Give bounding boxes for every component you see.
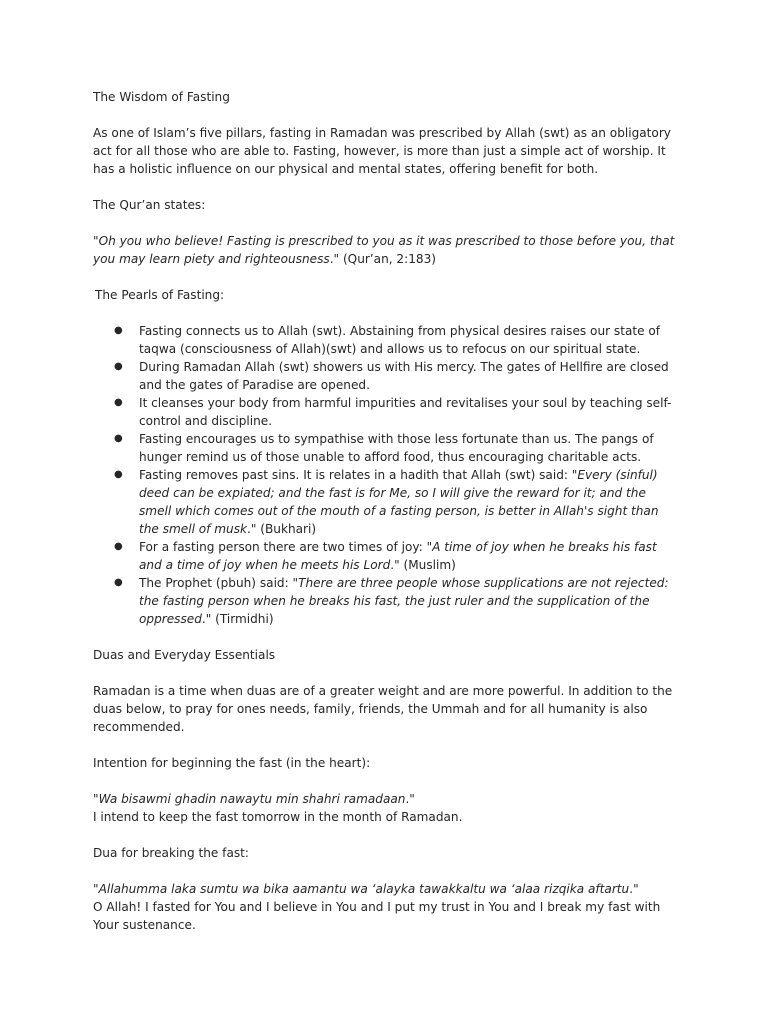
pearls-heading: The Pearls of Fasting: [95,288,225,302]
breaking-heading: Dua for breaking the fast: [93,846,249,860]
intention-heading: Intention for beginning the fast (in the heart): [93,756,371,770]
quote-close-mark: ." [629,882,639,896]
list-item-text: Fasting encourages us to sympathise with those less fortunate than us. The pangs of hunger remind us of those unable to afford food, thus encouraging charitable acts. [139,432,654,464]
breaking-dua [93,880,678,934]
breaking-arabic-text: Allahumma laka sumtu wa bika aamantu wa ‘alayka tawakkaltu wa ‘alaa rizqika aftartu [98,882,630,896]
bullet-icon: ● [114,397,123,408]
list-item-citation: ." (Muslim) [390,558,456,572]
bullet-icon: ● [114,361,123,372]
bullet-icon: ● [114,577,123,588]
list-item-text: It cleanses your body from harmful impurities and revitalises your soul by teaching self-control and discipline. [139,396,672,428]
list-item [114,322,678,358]
list-item [114,394,678,430]
bullet-icon: ● [114,325,123,336]
list-item [114,430,678,466]
intention-arabic [93,790,678,808]
list-item-quote: A time of joy when he breaks his fast and a time of joy when he meets his Lord [139,540,657,572]
list-item-citation: ." (Tirmidhi) [201,612,274,626]
breaking-arabic [93,880,678,898]
list-item-text: For a fasting person there are two times of joy: " [139,540,433,554]
pearls-list [93,322,678,628]
intention-dua [93,790,678,826]
intro-paragraph: As one of Islam’s five pillars, fasting in Ramadan was prescribed by Allah (swt) as an obligatory act for all those who are able to. Fasting, however, is more than just a simple act of worship. It has a holistic influence on our physical and mental states, offering benefit for both. [93,126,671,176]
quran-label: The Qur’an states: [93,198,206,212]
duas-intro: Ramadan is a time when duas are of a greater weight and are more powerful. In addition to the duas below, to pray for ones needs, family, friends, the Ummah and for all humanity is also recommended. [93,684,673,734]
duas-heading: Duas and Everyday Essentials [93,648,276,662]
list-item-text: Fasting removes past sins. It is relates in a hadith that Allah (swt) said: " [139,468,578,482]
list-item [114,538,678,574]
list-item-quote: There are three people whose supplications are not rejected: the fasting person when he breaks his fast, the just ruler and the supplication of the oppressed [139,576,669,626]
intention-arabic-text: Wa bisawmi ghadin nawaytu min shahri ramadaan [98,792,406,806]
breaking-translation: O Allah! I fasted for You and I believe in You and I put my trust in You and I break my fast with Your sustenance. [93,900,661,932]
quote-open-mark: " [93,792,99,806]
quote-citation: ." (Qur’an, 2:183) [329,252,437,266]
list-item-text: Fasting connects us to Allah (swt). Abstaining from physical desires raises our state of taqwa (consciousness of Allah)(swt) and allows us to refocus on our spiritual state. [139,324,661,356]
list-item-citation: ." (Bukhari) [247,522,317,536]
quote-italic-text: Oh you who believe! Fasting is prescribed to you as it was prescribed to those before you, that you may learn piety and righteousness [93,234,675,266]
list-item [114,574,678,628]
list-item [114,358,678,394]
bullet-icon: ● [114,469,123,480]
quote-open-mark: " [93,234,99,248]
bullet-icon: ● [114,541,123,552]
bullet-icon: ● [114,433,123,444]
quote-open-mark: " [93,882,99,896]
document-title: The Wisdom of Fasting [93,90,230,104]
quote-close-mark: ." [405,792,415,806]
list-item-text: The Prophet (pbuh) said: " [139,576,299,590]
intention-translation: I intend to keep the fast tomorrow in the month of Ramadan. [93,810,463,824]
quran-quote [93,232,678,268]
list-item [114,466,678,538]
list-item-quote: Every (sinful) deed can be expiated; and the fast is for Me, so I will give the reward for it; and the smell which comes out of the mouth of a fasting person, is better in Allah's sight than the smell of musk [139,468,659,536]
list-item-text: During Ramadan Allah (swt) showers us with His mercy. The gates of Hellfire are closed and the gates of Paradise are opened. [139,360,669,392]
